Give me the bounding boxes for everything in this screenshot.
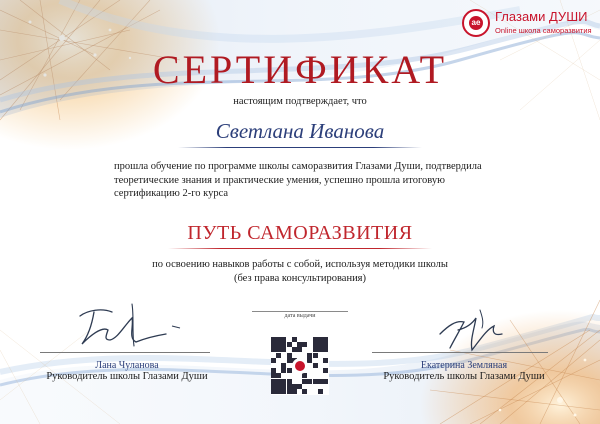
qr-module (271, 358, 276, 363)
qr-module (302, 342, 307, 347)
qr-module (287, 368, 292, 373)
qr-logo-icon (292, 358, 308, 374)
qr-module (292, 389, 297, 394)
course-title: ПУТЬ САМОРАЗВИТИЯ (187, 222, 413, 244)
course-underline (168, 248, 432, 249)
signatory-role: Руководитель школы Глазами Души (383, 371, 545, 382)
course-description (0, 258, 600, 285)
signature-line-right (372, 352, 548, 353)
qr-module (302, 389, 307, 394)
signature-left (62, 296, 192, 354)
signatory-name: Лана Чуланова (95, 360, 159, 371)
certificate-body (114, 160, 514, 201)
signatory-left (32, 360, 222, 382)
qr-module (281, 389, 286, 394)
signature-right (420, 300, 540, 358)
body-line: сертификацию 2-го курса (114, 188, 229, 199)
description-line: (без права консультирования) (233, 272, 367, 284)
recipient-underline (178, 147, 422, 148)
recipient-name: Светлана Иванова (215, 119, 385, 143)
brand-logo (462, 6, 596, 42)
brand-name: Глазами ДУШИ (495, 9, 588, 24)
qr-code (271, 337, 329, 395)
signature-line-left (40, 352, 210, 353)
qr-module (318, 389, 323, 394)
eye-soul-logo-icon: ae (462, 9, 490, 37)
qr-module (313, 363, 318, 368)
signatory-role: Руководитель школы Глазами Души (46, 371, 208, 382)
qr-module (276, 353, 281, 358)
body-line: прошла обучение по программе школы саморазвития Глазами Души, подтвердила (114, 161, 482, 172)
confirms-text: настоящим подтверждает, что (233, 96, 367, 107)
date-line (252, 311, 348, 312)
qr-module (323, 379, 328, 384)
qr-module (323, 347, 328, 352)
qr-module (323, 358, 328, 363)
certificate-title: СЕРТИФИКАТ (152, 47, 448, 92)
signatory-right (369, 360, 559, 382)
signatory-name: Екатерина Земляная (420, 360, 508, 371)
qr-module (323, 368, 328, 373)
issue-date-label: дата выдачи (284, 313, 316, 319)
body-line: теоретические знания и практические умения, успешно прошла итоговую (114, 174, 445, 186)
qr-module (297, 347, 302, 352)
qr-module (313, 353, 318, 358)
qr-module (281, 347, 286, 352)
brand-subtitle: Online школа саморазвития (495, 26, 592, 35)
description-line: по освоению навыков работы с собой, используя методики школы (152, 259, 448, 270)
